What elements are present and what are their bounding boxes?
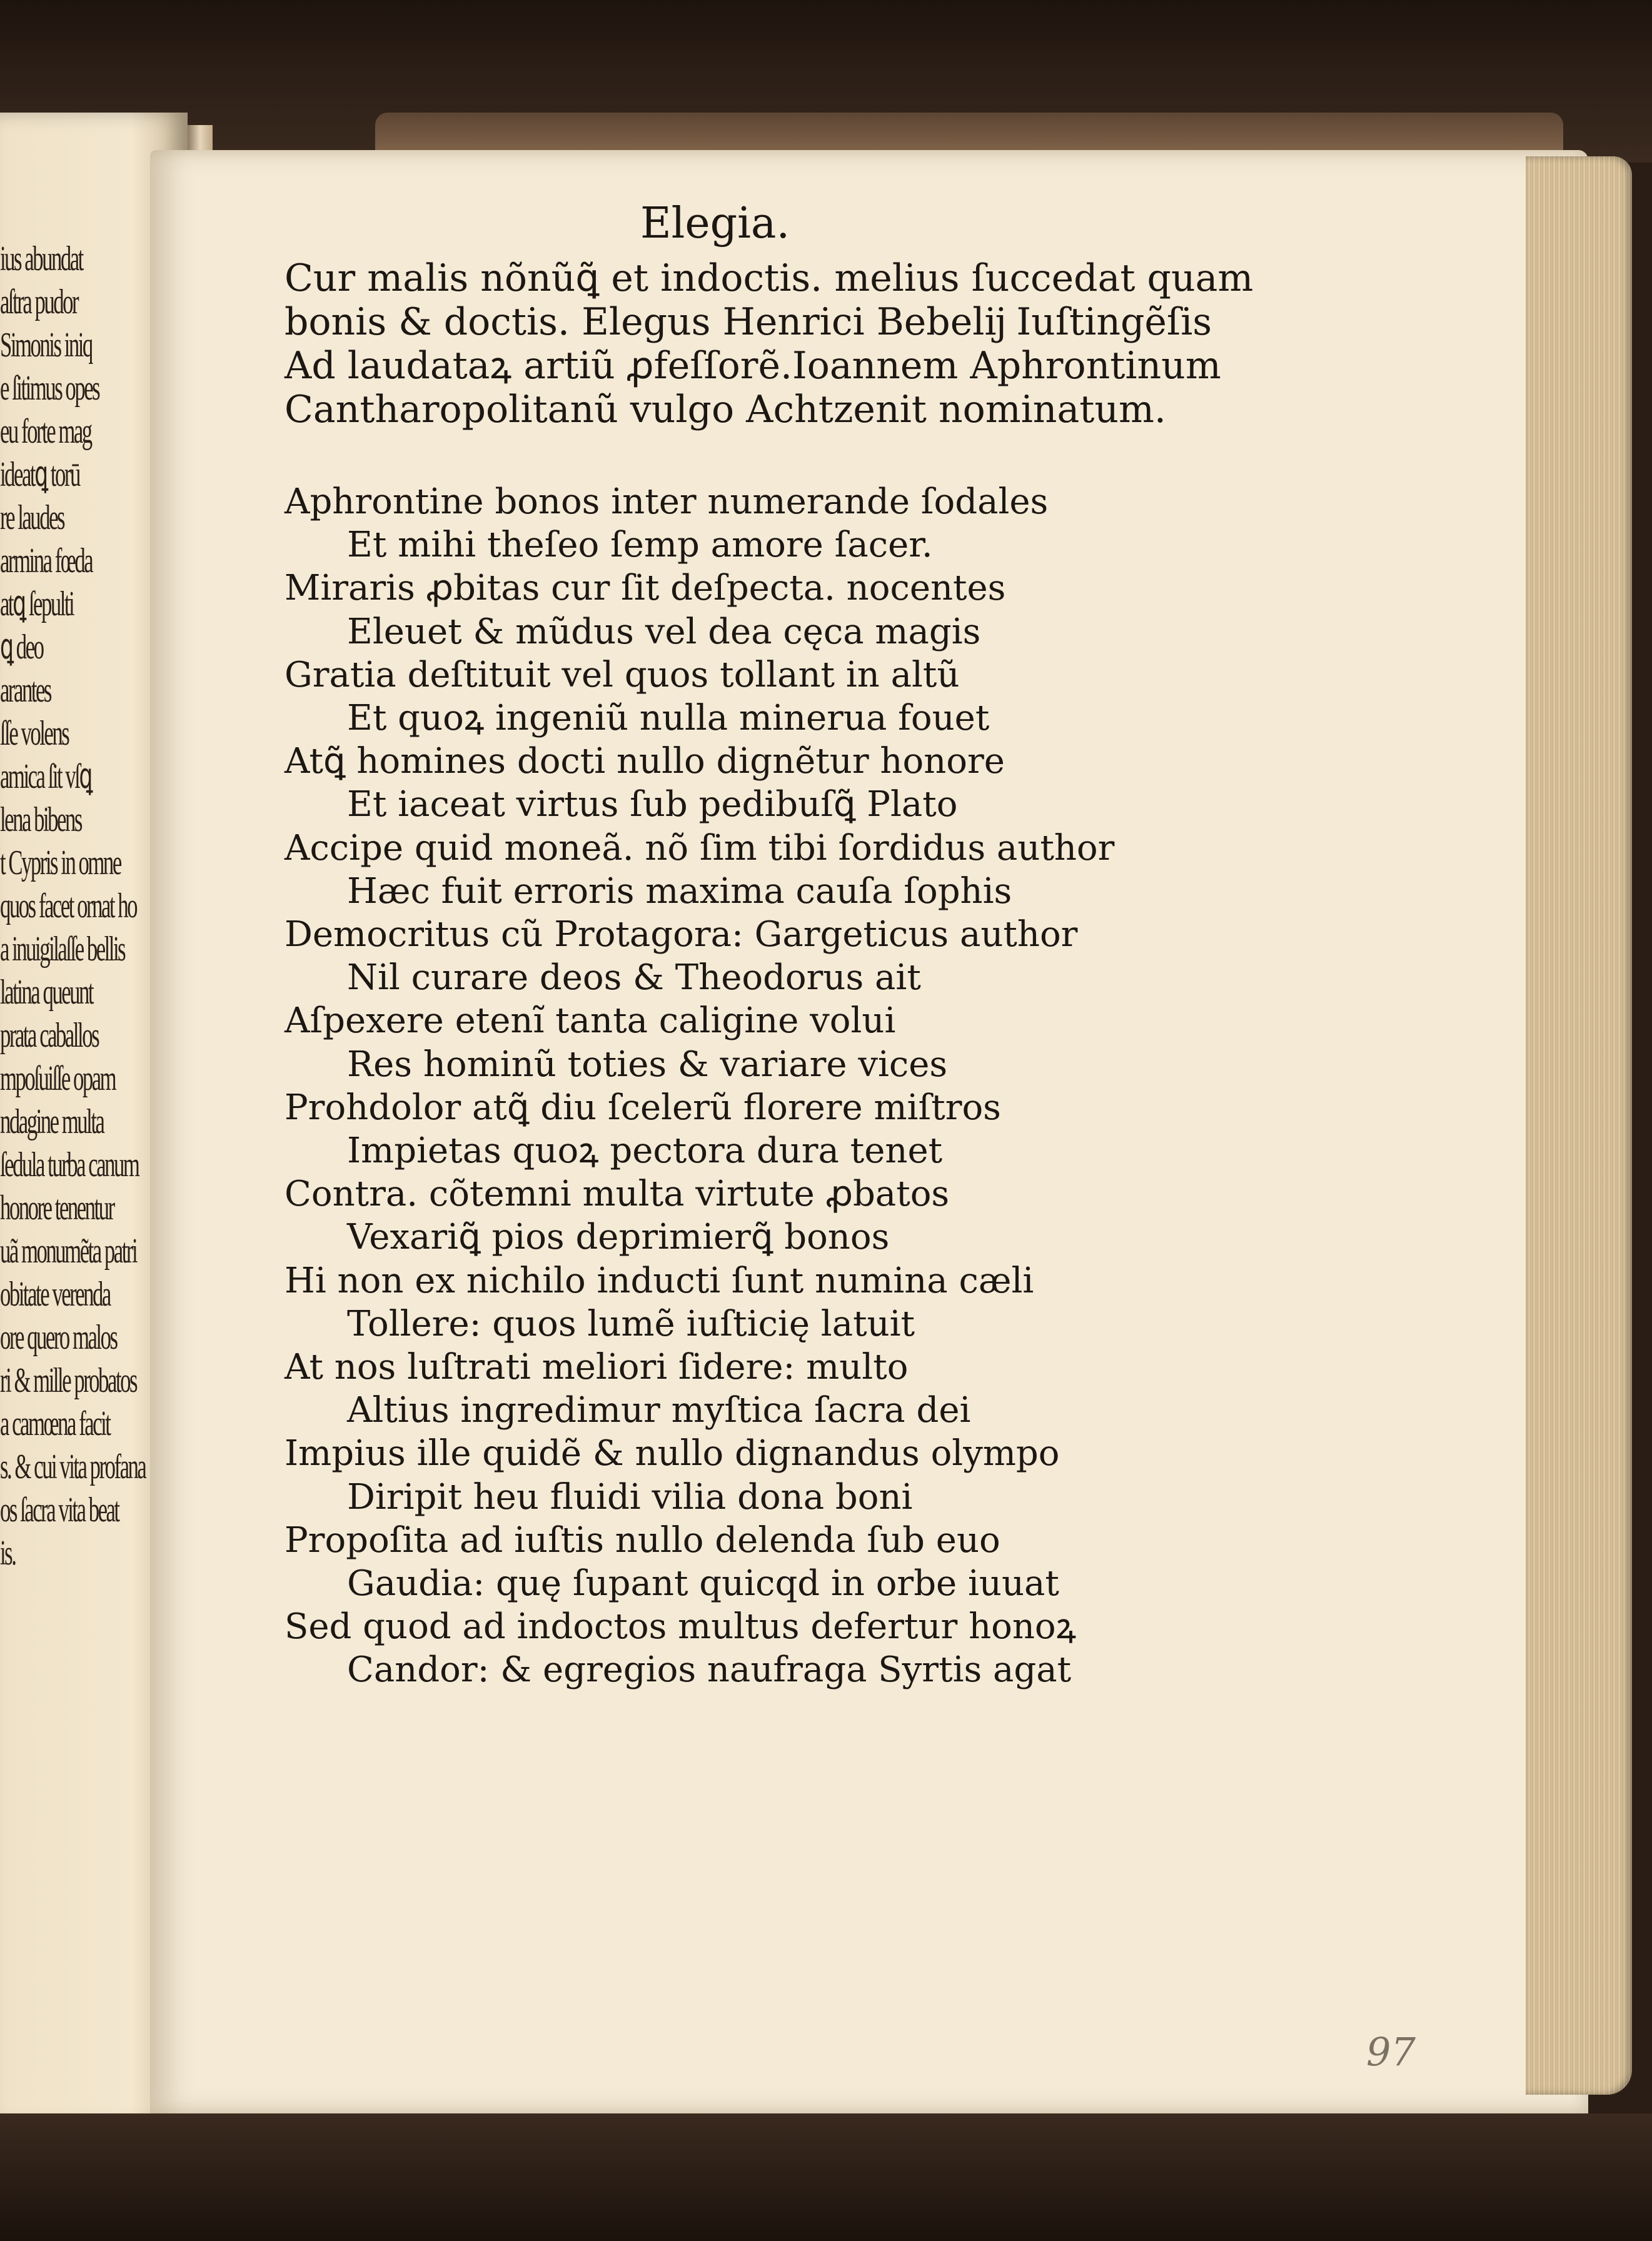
left-page-line: amica ſit vſꝗ (0, 757, 91, 796)
poem-line: Hi non ex nichilo inducti ſunt numina cæli (285, 1260, 1034, 1301)
poem-line: Propoſita ad iuſtis nullo delenda ſub euo (285, 1519, 1000, 1561)
poem-line: Et iaceat virtus ſub pedibuſꝗ͂ Plato (347, 784, 958, 825)
left-page-line: prata caballos (0, 1016, 99, 1055)
left-page-line: armina fœda (0, 541, 93, 580)
left-page-line: uã monumẽta patri (0, 1232, 137, 1271)
poem-line: Contra. cõtemni multa virtute ꝓbatos (285, 1174, 950, 1215)
left-page-line: honore tenentur (0, 1189, 114, 1227)
poem-line: Gaudia: quę ſupant quicqd in orbe iuuat (347, 1563, 1059, 1604)
poem-line: Vexariꝗ͂ pios deprimierꝗ͂ bonos (347, 1217, 890, 1258)
poem-line: Altius ingredimur myſtica ſacra dei (347, 1390, 971, 1431)
left-page-line: arantes (0, 671, 51, 710)
left-page-line: latina queunt (0, 973, 93, 1012)
left-page-line: atꝗ ſepulti (0, 585, 74, 623)
left-page-line: os ſacra vita beat (0, 1491, 119, 1529)
poem-line: Prohdolor atꝗ͂ diu ſcelerũ florere miſtros (285, 1087, 1001, 1128)
heading-block (285, 256, 1260, 431)
poem-line: Et mihi theſeo ſemp amore ſacer. (347, 525, 933, 566)
left-page-line: is. (0, 1534, 16, 1573)
heading-line: Ad laudataꝝ artiũ ꝓfeſſorẽ.Ioannem Aphrontinum (285, 344, 1221, 388)
page-fore-edge (1526, 156, 1632, 2095)
heading-line: Cur malis nõnũꝗ͂ et indoctis. melius ſuccedat quam (285, 256, 1254, 300)
poem-line: Hæc fuit erroris maxima cauſa ſophis (347, 870, 1012, 912)
left-page-line: mpoſuiſſe opam (0, 1059, 116, 1098)
left-page-line: ri & mille probatos (0, 1361, 137, 1400)
heading-line: Cantharopolitanũ vulgo Achtzenit nominatum. (285, 388, 1166, 431)
page-title: Elegia. (640, 199, 790, 248)
poem-line: Impietas quoꝝ pectora dura tenet (347, 1131, 943, 1172)
poem-line: Miraris ꝓbitas cur ſit deſpecta. nocentes (285, 568, 1006, 609)
left-page-line: aſtra pudor (0, 283, 78, 321)
poem-line: Candor: & egregios naufraga Syrtis agat (347, 1649, 1072, 1691)
left-page-line: obitate verenda (0, 1275, 110, 1314)
poem-line: Nil curare deos & Theodorus ait (347, 957, 921, 999)
left-page-line: a inuigilaſſe bellis (0, 930, 125, 969)
left-page-line: ideatꝗ torū (0, 455, 79, 494)
left-page-line: quos facet ornat ho (0, 887, 137, 925)
poem-line: Eleuet & mũdus vel dea cęca magis (347, 611, 981, 652)
left-page-line: Simonis iniq (0, 326, 92, 365)
left-page-line: ꝗ deo (0, 628, 43, 667)
poem-line: Tollere: quos lumẽ iuſticię latuit (347, 1303, 915, 1344)
poem-line: Sed quod ad indoctos multus defertur honoꝝ (285, 1606, 1077, 1648)
left-page-line: eu forte mag (0, 412, 91, 451)
left-page-line: e ſitimus opes (0, 369, 99, 408)
poem-line: Democritus cũ Protagora: Gargeticus author (285, 914, 1078, 955)
poem-body (285, 480, 1347, 1692)
poem-line: Et quoꝝ ingeniũ nulla minerua fouet (347, 698, 990, 739)
heading-line: bonis & doctis. Elegus Henrici Bebelĳ Iuſtingẽſis (285, 300, 1212, 344)
left-page-line: t Cypris in omne (0, 844, 121, 882)
left-page-line: a camœna facit (0, 1404, 110, 1443)
left-page-line: ſſe volens (0, 714, 69, 753)
poem-line: Aſpexere etenĩ tanta caligine volui (285, 1000, 896, 1042)
left-page-line: s. & cui vita profana (0, 1448, 146, 1486)
left-page-line: lena bibens (0, 800, 81, 839)
left-page-line: ius abundat (0, 239, 83, 278)
left-page-line: ore quero malos (0, 1318, 117, 1357)
poem-line: Diripit heu fluidi vilia dona boni (347, 1476, 913, 1518)
background-bottom (0, 2113, 1652, 2241)
folio-number: 97 (1366, 2029, 1416, 2075)
poem-line: Res hominũ toties & variare vices (347, 1044, 948, 1085)
poem-line: Gratia deſtituit vel quos tollant in altũ (285, 654, 960, 695)
poem-line: Atꝗ͂ homines docti nullo dignẽtur honore (285, 741, 1005, 782)
poem-line: Impius ille quidẽ & nullo dignandus olympo (285, 1433, 1060, 1474)
left-page-line: ſedula turba canum (0, 1146, 139, 1184)
poem-line: Aphrontine bonos inter numerande ſodales (285, 481, 1049, 522)
left-page-line: re laudes (0, 498, 64, 537)
poem-line: Accipe quid moneã. nõ ſim tibi ſordidus author (285, 827, 1115, 869)
left-page-line: ndagine multa (0, 1102, 104, 1141)
poem-line: At nos luſtrati meliori ſidere: multo (285, 1347, 909, 1388)
